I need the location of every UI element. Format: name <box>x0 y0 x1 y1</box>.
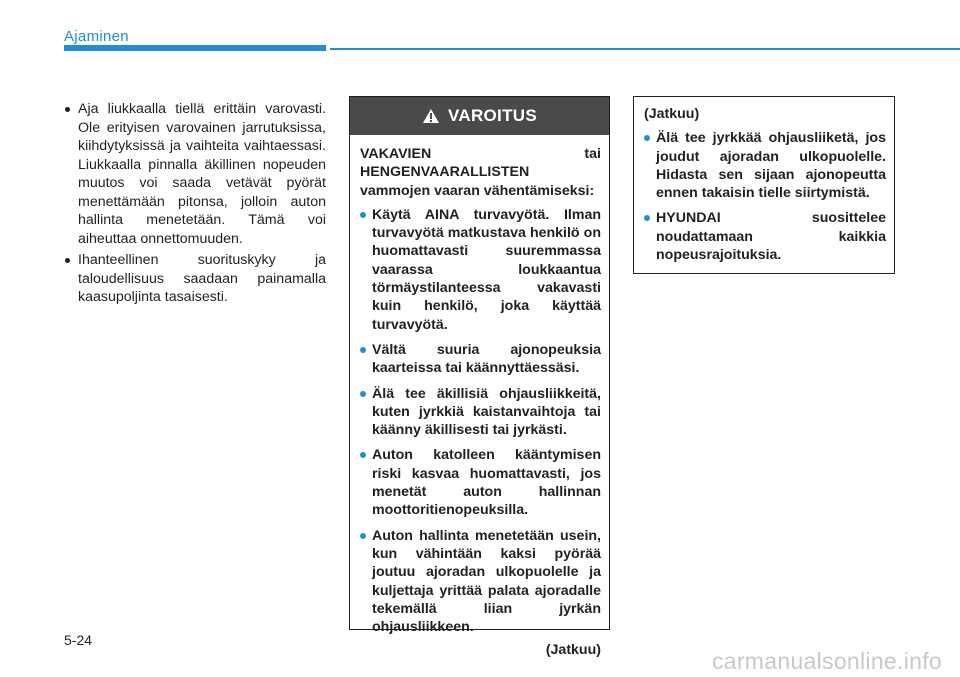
warning-triangle-icon <box>422 108 440 124</box>
warning-body <box>350 135 609 660</box>
warning-bullet: Käytä AINA turvavyötä. Ilman turvavyötä matkustava henkilö on huomattavasti suuremmassa vaarassa loukkaantua törmäystilanteessa vakavasti kuin henkilö, joka käyttää turvavyötä. <box>360 206 601 334</box>
continued-bullet: Älä tee jyrkkää ohjausliiketä, jos joudut ajoradan ulkopuolelle. Hidasta sen sijaan ajonopeutta ennen takaisin tielle siirtymistä. <box>644 129 886 202</box>
warning-bullet: Älä tee äkillisiä ohjausliikkeitä, kuten jyrkkiä kaistanvaihtoja tai käänny äkillisesti tai jyrkästi. <box>360 385 601 440</box>
warning-bullet: Auton katolleen kääntymisen riski kasvaa huomattavasti, jos menetät auton hallinnan moottoritienopeuksilla. <box>360 446 601 519</box>
section-title: Ajaminen <box>64 28 129 45</box>
warning-intro: VAKAVIEN tai HENGENVAARALLISTEN vammojen vaaran vähentämiseksi: <box>360 146 601 199</box>
continued-bullet: HYUNDAI suosittelee noudattamaan kaikkia nopeusrajoituksia. <box>644 209 886 264</box>
left-bullet: Aja liukkaalla tiellä erittäin varovasti. Ole erityisen varovainen jarrutuksissa, kiihdytyksissä ja vaihteita vaihtaessasi. Liukkaalla pinnalla äkillinen nopeuden muutos voi saada vetävät pyörät menettämään pitonsa, jolloin auton hallinta menetetään. Tämä voi aiheuttaa onnettomuuden. <box>64 100 326 248</box>
warning-bullet: Vältä suuria ajonopeuksia kaarteissa tai käännyttäessäsi. <box>360 341 601 378</box>
continued-heading: (Jatkuu) <box>644 106 700 122</box>
left-column <box>64 100 326 310</box>
warning-header <box>350 97 609 135</box>
header-bar-thin <box>330 48 960 50</box>
page-number: 5-24 <box>64 632 93 648</box>
left-bullet: Ihanteellinen suorituskyky ja taloudellisuus saadaan painamalla kaasupoljinta tasaisesti. <box>64 251 326 307</box>
warning-bullet: Auton hallinta menetetään usein, kun vähintään kaksi pyörää joutuu ajoradan ulkopuolelle ja kuljettaja yrittää palata ajoradalle tekemällä liian jyrkän ohjausliikkeen. <box>360 527 601 637</box>
warning-continued: (Jatkuu) <box>545 642 601 659</box>
watermark: carmanualsonline.info <box>711 648 942 674</box>
warning-box <box>349 96 610 659</box>
warning-label: VAROITUS <box>448 106 537 125</box>
continued-box <box>633 96 895 274</box>
header-bar-thick <box>64 45 326 51</box>
